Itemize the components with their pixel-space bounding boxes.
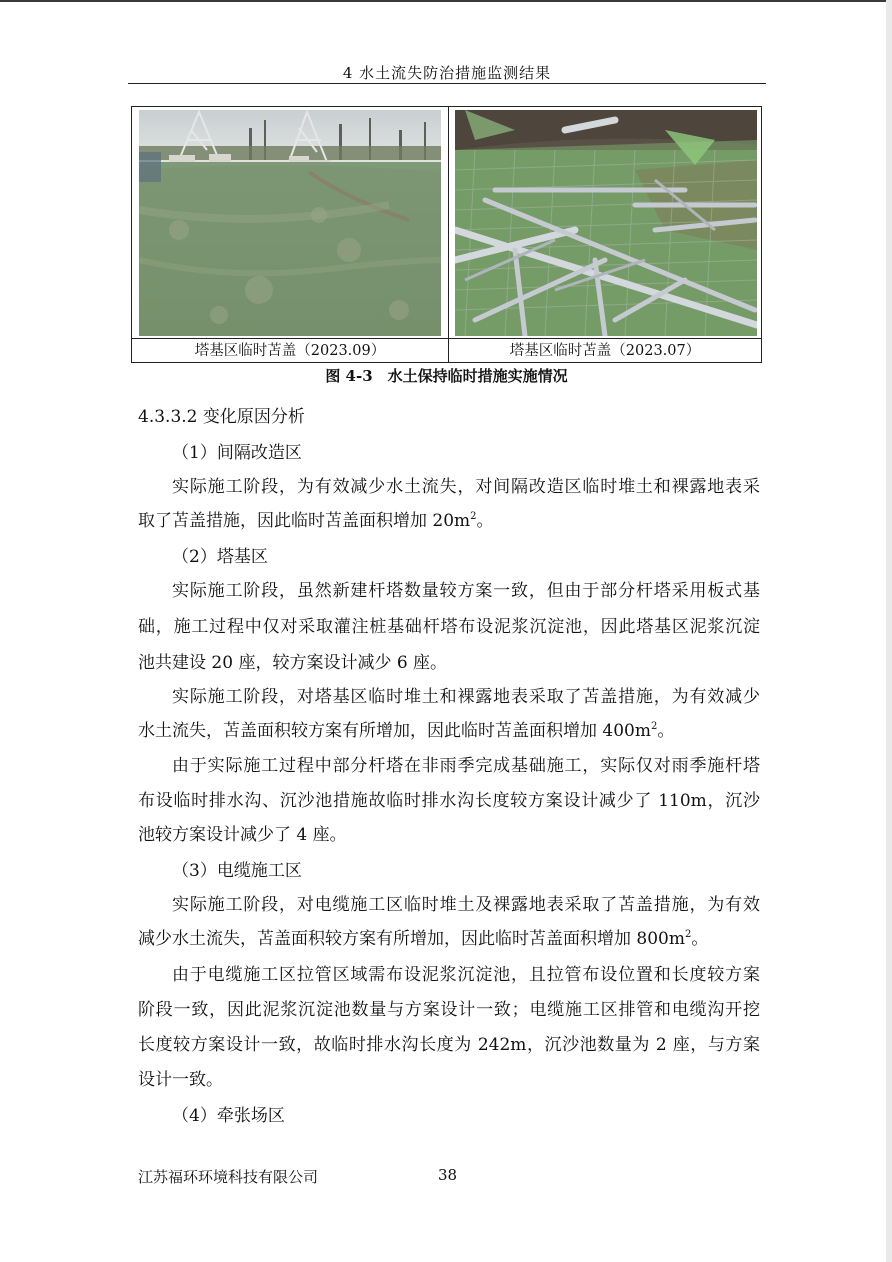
figure-title: 图 4-3 水土保持临时措施实施情况 [325, 367, 568, 385]
paragraph-line: 池共建设 20 座，较方案设计减少 6 座。 [138, 653, 448, 673]
superscript: 2 [684, 929, 692, 940]
page-top-edge [0, 0, 892, 2]
subsection-title-4: （4）牵张场区 [172, 1106, 285, 1126]
subsection-title-2: （2）塔基区 [172, 547, 268, 567]
header-rule [128, 83, 766, 84]
footer-company: 江苏福环环境科技有限公司 [138, 1168, 319, 1186]
superscript: 2 [650, 721, 658, 732]
section-heading: 4.3.3.2 变化原因分析 [138, 407, 305, 427]
paragraph-line: 由于实际施工过程中部分杆塔在非雨季完成基础施工，实际仅对雨季施杆塔 [172, 756, 760, 776]
paragraph-line: 阶段一致，因此泥浆沉淀池数量与方案设计一致；电缆施工区排管和电缆沟开挖 [138, 1000, 760, 1020]
photo-tower-base-covering-2023-07 [455, 110, 757, 336]
figure-photo-table [131, 106, 762, 363]
table-divider-vertical [448, 107, 449, 362]
paragraph-line: 布设临时排水沟、沉沙池措施故临时排水沟长度较方案设计减少了 110m，沉沙 [138, 791, 760, 811]
paragraph-line: 实际施工阶段，对电缆施工区临时堆土及裸露地表采取了苫盖措施，为有效 [172, 895, 760, 915]
paragraph-line: 实际施工阶段，对塔基区临时堆土和裸露地表采取了苫盖措施，为有效减少 [172, 687, 760, 707]
superscript: 2 [470, 511, 477, 522]
running-header: 4 水土流失防治措施监测结果 [342, 64, 552, 82]
paragraph-line: 池较方案设计减少了 4 座。 [138, 825, 347, 845]
paragraph-line: 实际施工阶段，为有效减少水土流失，对间隔改造区临时堆土和裸露地表采 [172, 477, 760, 497]
paragraph-line: 长度较方案设计一致，故临时排水沟长度为 242m，沉沙池数量为 2 座，与方案 [138, 1035, 761, 1055]
page-number: 38 [438, 1166, 458, 1184]
paragraph-line-with-unit: 减少水土流失，苫盖面积较方案有所增加，因此临时苫盖面积增加 $800m^2$。 [138, 929, 709, 949]
subsection-title-3: （3）电缆施工区 [172, 861, 302, 881]
page-right-edge [886, 0, 892, 1262]
paragraph-line-with-unit: 取了苫盖措施，因此临时苫盖面积增加 $20m^2$。 [138, 511, 494, 531]
subsection-title-1: （1）间隔改造区 [172, 443, 302, 463]
photo-tower-base-covering-2023-09 [139, 110, 441, 336]
photo-caption-left: 塔基区临时苫盖（2023.09） [194, 343, 386, 359]
photo-caption-right: 塔基区临时苫盖（2023.07） [509, 343, 701, 359]
paragraph-line-with-unit: 水土流失，苫盖面积较方案有所增加，因此临时苫盖面积增加 $400m^2$。 [138, 721, 675, 741]
paragraph-line: 设计一致。 [138, 1070, 223, 1090]
paragraph-line: 础，施工过程中仅对采取灌注桩基础杆塔布设泥浆沉淀池，因此塔基区泥浆沉淀 [138, 617, 760, 637]
paragraph-line: 由于电缆施工区拉管区域需布设泥浆沉淀池，且拉管布设位置和长度较方案 [172, 965, 760, 985]
paragraph-line: 实际施工阶段，虽然新建杆塔数量较方案一致，但由于部分杆塔采用板式基 [172, 581, 760, 601]
